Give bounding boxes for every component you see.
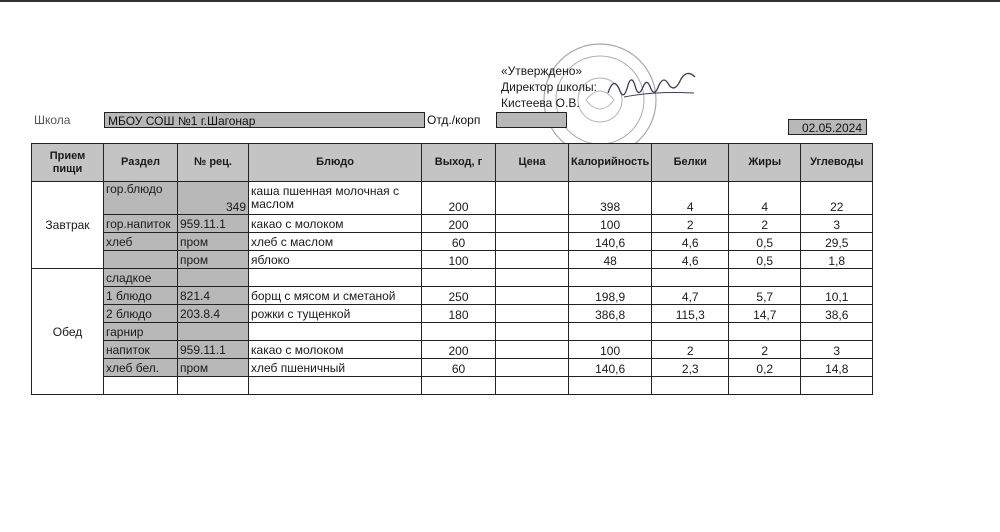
dish-cell: какао с молоком — [249, 215, 422, 233]
protein-cell: 2,3 — [652, 359, 729, 377]
fat-cell — [729, 269, 801, 287]
section-cell: гор.блюдо — [104, 182, 178, 215]
carbs-cell: 3 — [801, 215, 873, 233]
approval-title: «Утверждено» — [501, 64, 583, 78]
price-cell — [496, 377, 569, 395]
recipe-cell: пром — [178, 359, 249, 377]
fat-cell: 0,5 — [729, 233, 801, 251]
carbs-cell: 22 — [801, 182, 873, 215]
table-row — [32, 233, 873, 251]
kcal-cell: 198,9 — [569, 287, 652, 305]
carbs-cell: 29,5 — [801, 233, 873, 251]
recipe-cell: 821.4 — [178, 287, 249, 305]
kcal-cell: 48 — [569, 251, 652, 269]
protein-cell: 2 — [652, 215, 729, 233]
carbs-cell: 3 — [801, 341, 873, 359]
recipe-cell: пром — [178, 251, 249, 269]
dish-cell — [249, 377, 422, 395]
output-cell: 180 — [422, 305, 496, 323]
date-field: 02.05.2024 — [788, 119, 867, 135]
price-cell — [496, 287, 569, 305]
table-row — [32, 323, 873, 341]
price-cell — [496, 233, 569, 251]
table-row — [32, 377, 873, 395]
recipe-cell: 203.8.4 — [178, 305, 249, 323]
col-recipe: № рец. — [178, 144, 249, 182]
price-cell — [496, 323, 569, 341]
dept-field — [496, 112, 567, 128]
table-row — [32, 251, 873, 269]
menu-table — [31, 143, 873, 395]
output-cell: 250 — [422, 287, 496, 305]
output-cell: 60 — [422, 233, 496, 251]
dish-cell: рожки с тущенкой — [249, 305, 422, 323]
recipe-cell — [178, 377, 249, 395]
price-cell — [496, 269, 569, 287]
table-row — [32, 287, 873, 305]
kcal-cell: 140,6 — [569, 359, 652, 377]
dish-cell: яблоко — [249, 251, 422, 269]
carbs-cell: 14,8 — [801, 359, 873, 377]
dish-cell — [249, 323, 422, 341]
meal-lunch: Обед — [32, 269, 104, 395]
output-cell: 200 — [422, 341, 496, 359]
dept-label: Отд./корп — [427, 113, 481, 127]
price-cell — [496, 215, 569, 233]
price-cell — [496, 305, 569, 323]
fat-cell — [729, 323, 801, 341]
output-cell: 200 — [422, 215, 496, 233]
section-cell: гор.напиток — [104, 215, 178, 233]
dish-cell: какао с молоком — [249, 341, 422, 359]
carbs-cell: 1,8 — [801, 251, 873, 269]
approval-name: Кистеева О.В. — [501, 96, 580, 110]
section-cell: 1 блюдо — [104, 287, 178, 305]
protein-cell: 2 — [652, 341, 729, 359]
section-cell: хлеб — [104, 233, 178, 251]
output-cell: 60 — [422, 359, 496, 377]
school-label: Школа — [34, 113, 71, 127]
fat-cell: 2 — [729, 215, 801, 233]
recipe-cell — [178, 269, 249, 287]
output-cell — [422, 323, 496, 341]
kcal-cell: 386,8 — [569, 305, 652, 323]
price-cell — [496, 341, 569, 359]
kcal-cell: 100 — [569, 341, 652, 359]
recipe-cell — [178, 323, 249, 341]
approval-director: Директор школы: — [501, 80, 597, 94]
protein-cell: 4,6 — [652, 233, 729, 251]
table-row — [32, 215, 873, 233]
col-output: Выход, г — [422, 144, 496, 182]
output-cell — [422, 377, 496, 395]
col-carbs: Углеводы — [801, 144, 873, 182]
approval-block — [501, 63, 597, 111]
kcal-cell: 398 — [569, 182, 652, 215]
fat-cell — [729, 377, 801, 395]
kcal-cell: 140,6 — [569, 233, 652, 251]
price-cell — [496, 182, 569, 215]
kcal-cell — [569, 323, 652, 341]
fat-cell: 14,7 — [729, 305, 801, 323]
recipe-cell: 959.11.1 — [178, 341, 249, 359]
section-cell: 2 блюдо — [104, 305, 178, 323]
carbs-cell — [801, 323, 873, 341]
col-protein: Белки — [652, 144, 729, 182]
table-row — [32, 341, 873, 359]
carbs-cell: 10,1 — [801, 287, 873, 305]
top-border — [0, 0, 1000, 2]
fat-cell: 0,5 — [729, 251, 801, 269]
carbs-cell — [801, 269, 873, 287]
protein-cell — [652, 323, 729, 341]
fat-cell: 5,7 — [729, 287, 801, 305]
school-field: МБОУ СОШ №1 г.Шагонар — [104, 112, 425, 128]
table-row — [32, 305, 873, 323]
fat-cell: 0,2 — [729, 359, 801, 377]
protein-cell: 115,3 — [652, 305, 729, 323]
kcal-cell: 100 — [569, 215, 652, 233]
table-row — [32, 269, 873, 287]
table-row — [32, 359, 873, 377]
col-kcal: Калорийность — [569, 144, 652, 182]
section-cell: напиток — [104, 341, 178, 359]
price-cell — [496, 359, 569, 377]
section-cell: гарнир — [104, 323, 178, 341]
recipe-cell: 959.11.1 — [178, 215, 249, 233]
output-cell — [422, 269, 496, 287]
dish-cell: хлеб с маслом — [249, 233, 422, 251]
section-cell: хлеб бел. — [104, 359, 178, 377]
output-cell: 200 — [422, 182, 496, 215]
col-section: Раздел — [104, 144, 178, 182]
dish-cell: хлеб пшеничный — [249, 359, 422, 377]
recipe-cell: пром — [178, 233, 249, 251]
fat-cell: 2 — [729, 341, 801, 359]
col-price: Цена — [496, 144, 569, 182]
section-cell — [104, 377, 178, 395]
fat-cell: 4 — [729, 182, 801, 215]
meal-breakfast: Завтрак — [32, 182, 104, 269]
protein-cell: 4 — [652, 182, 729, 215]
protein-cell: 4,6 — [652, 251, 729, 269]
section-cell: сладкое — [104, 269, 178, 287]
recipe-cell: 349 — [178, 182, 249, 215]
kcal-cell — [569, 269, 652, 287]
carbs-cell: 38,6 — [801, 305, 873, 323]
dish-cell: каша пшенная молочная с маслом — [249, 182, 422, 215]
protein-cell: 4,7 — [652, 287, 729, 305]
director-signature — [604, 71, 704, 105]
protein-cell — [652, 377, 729, 395]
dish-cell: борщ с мясом и сметаной — [249, 287, 422, 305]
col-dish: Блюдо — [249, 144, 422, 182]
kcal-cell — [569, 377, 652, 395]
protein-cell — [652, 269, 729, 287]
price-cell — [496, 251, 569, 269]
table-row — [32, 182, 873, 215]
carbs-cell — [801, 377, 873, 395]
col-fat: Жиры — [729, 144, 801, 182]
output-cell: 100 — [422, 251, 496, 269]
table-header-row — [32, 144, 873, 182]
dish-cell — [249, 269, 422, 287]
col-meal: Прием пищи — [32, 144, 104, 182]
section-cell — [104, 251, 178, 269]
